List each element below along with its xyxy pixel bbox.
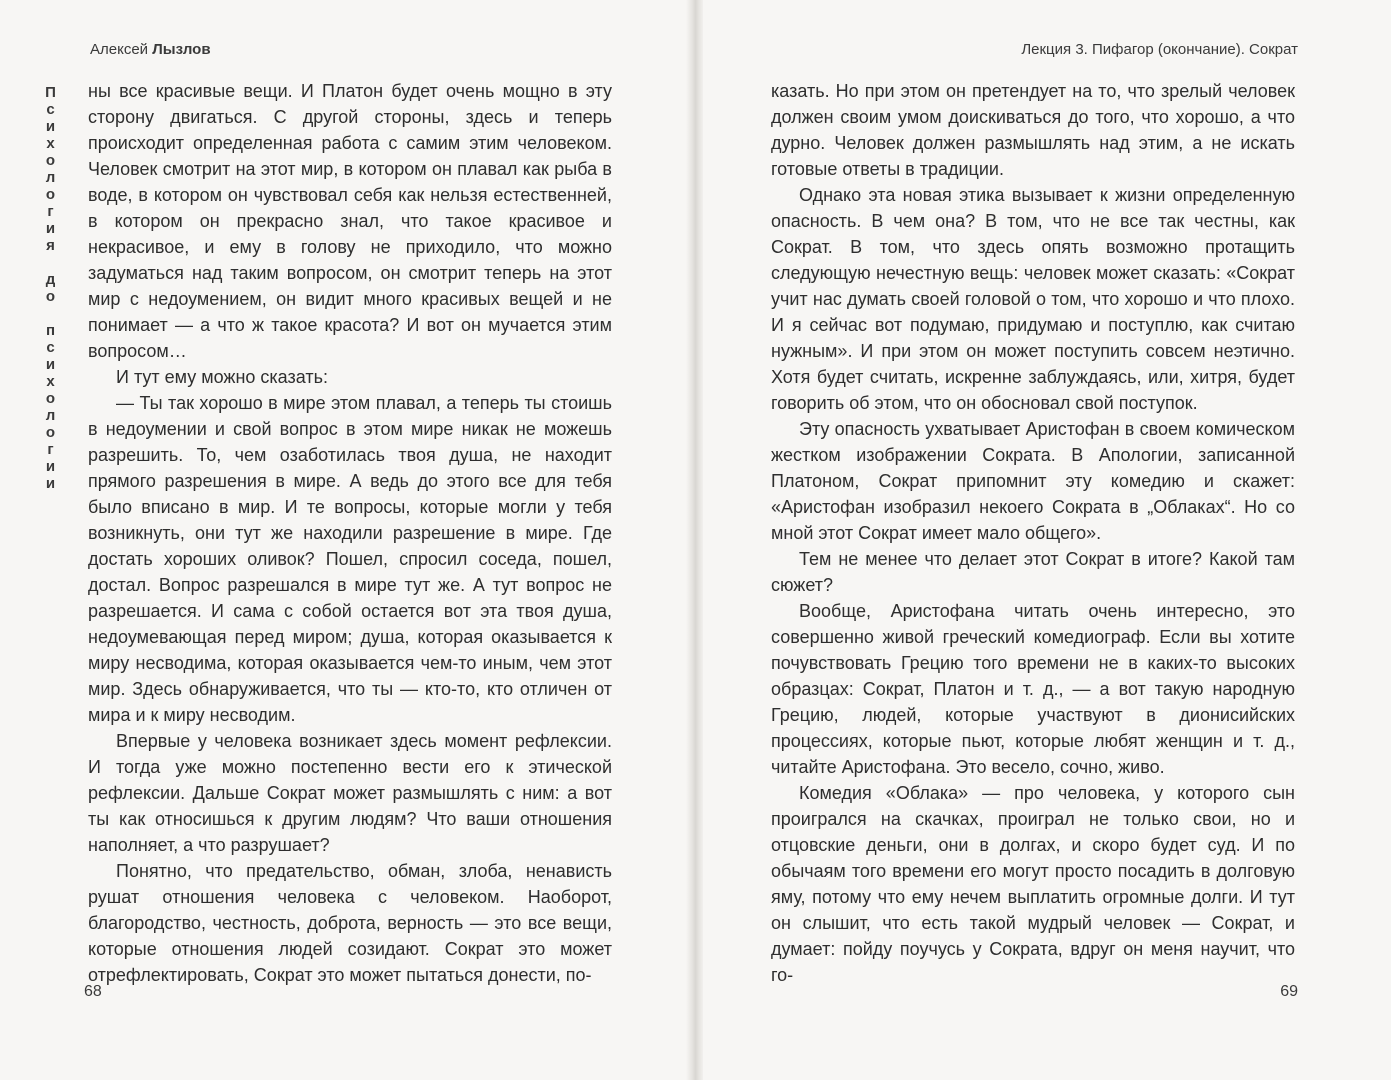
page-number-left: 68	[84, 983, 102, 1000]
paragraph: Тем не менее что делает этот Сократ в итоге? Какой там сюжет?	[771, 549, 1295, 595]
paragraph: Вообще, Аристофана читать очень интересно, это совершенно живой греческий комедиограф. Если вы хотите почувствовать Грецию того времени не в каких-то высоких образцах: Сократ, Платон и т. д., — а вот такую народную Грецию, людей, которые участвуют в дионисийских процессиях, которые пьют, которые любят женщин и т. д., читайте Аристофана. Это весело, сочно, живо.	[771, 601, 1295, 777]
paragraph: Впервые у человека возникает здесь момент рефлексии. И тогда уже можно постепенно вести его к этической рефлексии. Дальше Сократ может размышлять с ним: а вот ты как относишься к другим людям? Что ваши отношения наполняет, а что разрушает?	[88, 731, 612, 855]
paragraph: казать. Но при этом он претендует на то, что зрелый человек должен своим умом доискиваться до того, что хорошо, а что дурно. Человек должен размышлять над этим, а не искать готовые ответы в традиции.	[771, 81, 1295, 179]
author-last-name: Лызлов	[152, 41, 211, 58]
running-head-author	[90, 41, 211, 58]
paragraph: Комедия «Облака» — про человека, у которого сын проигрался на скачках, проиграл не только свои, но и отцовские деньги, они в долгах, и скоро будет суд. И по обычаям того времени его могут просто посадить в долговую яму, потому что ему нечем выплатить огромные долги. И тут он слышит, что есть такой мудрый человек — Сократ, и думает: пойду поучусь у Сократа, вдруг он меня научит, что го-	[771, 783, 1295, 985]
running-head-chapter: Лекция 3. Пифагор (окончание). Сократ	[1021, 41, 1298, 58]
right-text-block	[771, 78, 1295, 988]
paragraph: Однако эта новая этика вызывает к жизни определенную опасность. В чем она? В том, что не все так честны, как Сократ. В том, что здесь опять возможно протащить следующую нечестную вещь: человек может сказать: «Сократ учит нас думать своей головой о том, что хорошо и что плохо. И я сейчас вот подумаю, придумаю и поступлю, как считаю нужным». И при этом он может поступить совсем неэтично. Хотя будет считать, искренне заблуждаясь, или, хитря, будет говорить об этом, что он обосновал свой поступок.	[771, 185, 1295, 413]
right-page	[703, 0, 1391, 1080]
page-number-right: 69	[1280, 983, 1298, 1000]
paragraph: Понятно, что предательство, обман, злоба, ненависть рушат отношения человека с человеком. Наоборот, благородство, честность, доброта, верность — это все вещи, которые отношения людей созидают. Сократ это может отрефлектировать, Сократ это может пытаться донести, по-	[88, 861, 612, 985]
paragraph: И тут ему можно сказать:	[116, 367, 328, 387]
paragraph: Эту опасность ухватывает Аристофан в своем комическом жестком изображении Сократа. В Апологии, записанной Платоном, Сократ припомнит эту комедию и скажет: «Аристофан изобразил некоего Сократа в „Облаках“. Но со мной этот Сократ имеет мало общего».	[771, 419, 1295, 543]
paragraph: — Ты так хорошо в мире этом плавал, а теперь ты стоишь в недоумении и свой вопрос в этом мире никак не можешь разрешить. То, чем озаботилась твоя душа, не находит прямого разрешения в мире. А ведь до этого все для тебя было вписано в мир. И те вопросы, которые могли у тебя возникнуть, они тут же находили разрешение в мире. Где достать хороших оливок? Пошел, спросил соседа, пошел, достал. Вопрос разрешался в мире тут же. А тут вопрос не разрешается. И сама с собой остается вот эта твоя душа, недоумевающая перед миром; душа, которая оказывается к миру несводима, которая оказывается чем-то иным, чем этот мир. Здесь обнаруживается, что ты — кто-то, кто отличен от мира и к миру несводим.	[88, 393, 612, 725]
left-text-block	[88, 78, 612, 988]
paragraph: ны все красивые вещи. И Платон будет очень мощно в эту сторону двигаться. С другой стороны, здесь и теперь происходит определенная работа с самим этим человеком. Человек смотрит на этот мир, в котором он плавал как рыба в воде, в котором он чувствовал себя как нельзя естественней, в котором он прекрасно знал, что такое красивое и некрасивое, и ему в голову не приходило, что можно задуматься над таким вопросом, он смотрит теперь на этот мир с недоумением, он видит много красивых вещей и не понимает — а что ж такое красота? И вот он мучается этим вопросом…	[88, 81, 612, 361]
left-page	[0, 0, 688, 1080]
vertical-book-title: Психология до психологии	[42, 84, 59, 492]
author-first-name: Алексей	[90, 41, 149, 58]
